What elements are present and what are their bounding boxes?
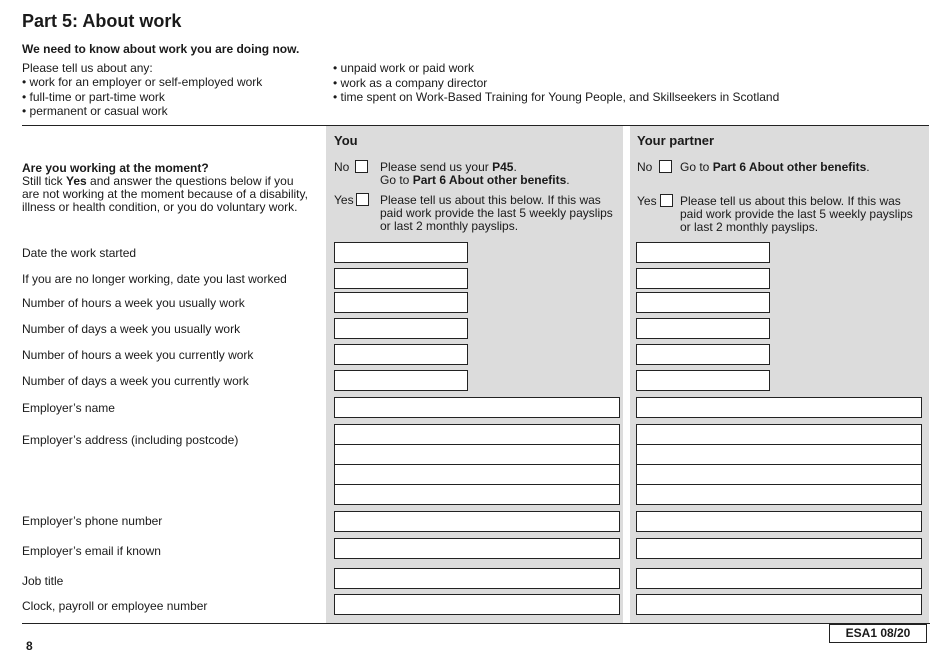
partner-days-currently-input[interactable] [636, 370, 770, 391]
you-column-heading: You [334, 133, 358, 148]
partner-yes-text: Please tell us about this below. If this was paid work provide the last 5 weekly payslips or last 2 monthly payslips. [680, 194, 913, 234]
intro-text: Please tell us about any: [22, 61, 153, 75]
partner-employer-address-line-2[interactable] [636, 444, 922, 465]
text-bold: Part 6 About other benefits [712, 160, 867, 174]
partner-no-label: No [637, 160, 653, 174]
list-item: • unpaid work or paid work [333, 61, 779, 76]
work-types-list-right [333, 61, 779, 105]
you-employer-phone-input[interactable] [334, 511, 620, 532]
text: Please send us your [380, 160, 493, 174]
you-employer-email-input[interactable] [334, 538, 620, 559]
list-item: • work as a company director [333, 76, 779, 91]
label-employer-name: Employer’s name [22, 401, 115, 415]
bottom-divider [22, 623, 930, 624]
you-employer-address-line-3[interactable] [334, 464, 620, 485]
list-item: • time spent on Work-Based Training for Young People, and Skillseekers in Scotland [333, 90, 779, 105]
you-employer-address-line-1[interactable] [334, 424, 620, 445]
partner-employer-name-input[interactable] [636, 397, 922, 418]
list-item: • work for an employer or self-employed work [22, 75, 262, 90]
you-yes-label: Yes [334, 193, 354, 207]
you-employer-address-line-4[interactable] [334, 484, 620, 505]
you-hours-currently-input[interactable] [334, 344, 468, 365]
you-no-label: No [334, 160, 350, 174]
you-hours-usually-input[interactable] [334, 292, 468, 313]
partner-hours-usually-input[interactable] [636, 292, 770, 313]
label-employer-address: Employer’s address (including postcode) [22, 433, 239, 447]
text-bold: P45 [492, 160, 514, 174]
partner-days-usually-input[interactable] [636, 318, 770, 339]
you-days-currently-input[interactable] [334, 370, 468, 391]
text: Go to [680, 160, 713, 174]
label-date-last-worked: If you are no longer working, date you last worked [22, 272, 287, 286]
partner-job-title-input[interactable] [636, 568, 922, 589]
you-no-text [380, 161, 620, 187]
working-question [22, 162, 312, 214]
label-employee-number: Clock, payroll or employee number [22, 599, 208, 613]
label-days-currently: Number of days a week you currently work [22, 374, 249, 388]
label-hours-currently: Number of hours a week you currently work [22, 348, 254, 362]
partner-date-last-worked-input[interactable] [636, 268, 770, 289]
label-hours-usually: Number of hours a week you usually work [22, 296, 245, 310]
you-job-title-input[interactable] [334, 568, 620, 589]
partner-date-started-input[interactable] [636, 242, 770, 263]
partner-employer-phone-input[interactable] [636, 511, 922, 532]
question-text: and answer the questions below if you are not working at the moment because of a disability, illness or health condition, or you do voluntary work. [22, 174, 308, 214]
label-employer-phone: Employer’s phone number [22, 514, 163, 528]
partner-no-checkbox[interactable] [659, 160, 672, 173]
label-date-started: Date the work started [22, 246, 137, 260]
partner-employee-number-input[interactable] [636, 594, 922, 615]
section-subheading: We need to know about work you are doing now. [22, 42, 300, 56]
partner-column-heading: Your partner [637, 133, 715, 148]
question-text-bold: Yes [66, 174, 87, 188]
list-item: • permanent or casual work [22, 104, 262, 119]
you-date-started-input[interactable] [334, 242, 468, 263]
label-job-title: Job title [22, 574, 64, 588]
page-title: Part 5: About work [22, 11, 182, 31]
page-number: 8 [26, 639, 33, 653]
partner-yes-checkbox[interactable] [660, 194, 673, 207]
working-question-heading: Are you working at the moment? [22, 161, 209, 175]
text: Go to [380, 173, 413, 187]
text: . [866, 160, 870, 174]
you-date-last-worked-input[interactable] [334, 268, 468, 289]
partner-hours-currently-input[interactable] [636, 344, 770, 365]
partner-no-text [680, 161, 920, 174]
you-yes-checkbox[interactable] [356, 193, 369, 206]
text-bold: Part 6 About other benefits [412, 173, 567, 187]
partner-employer-address-line-3[interactable] [636, 464, 922, 485]
you-days-usually-input[interactable] [334, 318, 468, 339]
label-days-usually: Number of days a week you usually work [22, 322, 241, 336]
work-types-list-left [22, 75, 262, 119]
list-item: • full-time or part-time work [22, 90, 262, 105]
partner-employer-email-input[interactable] [636, 538, 922, 559]
partner-yes-label: Yes [637, 194, 657, 208]
partner-employer-address-line-1[interactable] [636, 424, 922, 445]
partner-employer-address-line-4[interactable] [636, 484, 922, 505]
label-employer-email: Employer’s email if known [22, 544, 161, 558]
you-employee-number-input[interactable] [334, 594, 620, 615]
question-text: Still tick [22, 174, 67, 188]
text: . [566, 173, 570, 187]
text: . [513, 160, 517, 174]
you-employer-address-line-2[interactable] [334, 444, 620, 465]
you-employer-name-input[interactable] [334, 397, 620, 418]
you-yes-text: Please tell us about this below. If this was paid work provide the last 5 weekly payslips or last 2 monthly payslips. [380, 193, 613, 233]
form-code-box: ESA1 08/20 [829, 624, 927, 643]
you-no-checkbox[interactable] [355, 160, 368, 173]
